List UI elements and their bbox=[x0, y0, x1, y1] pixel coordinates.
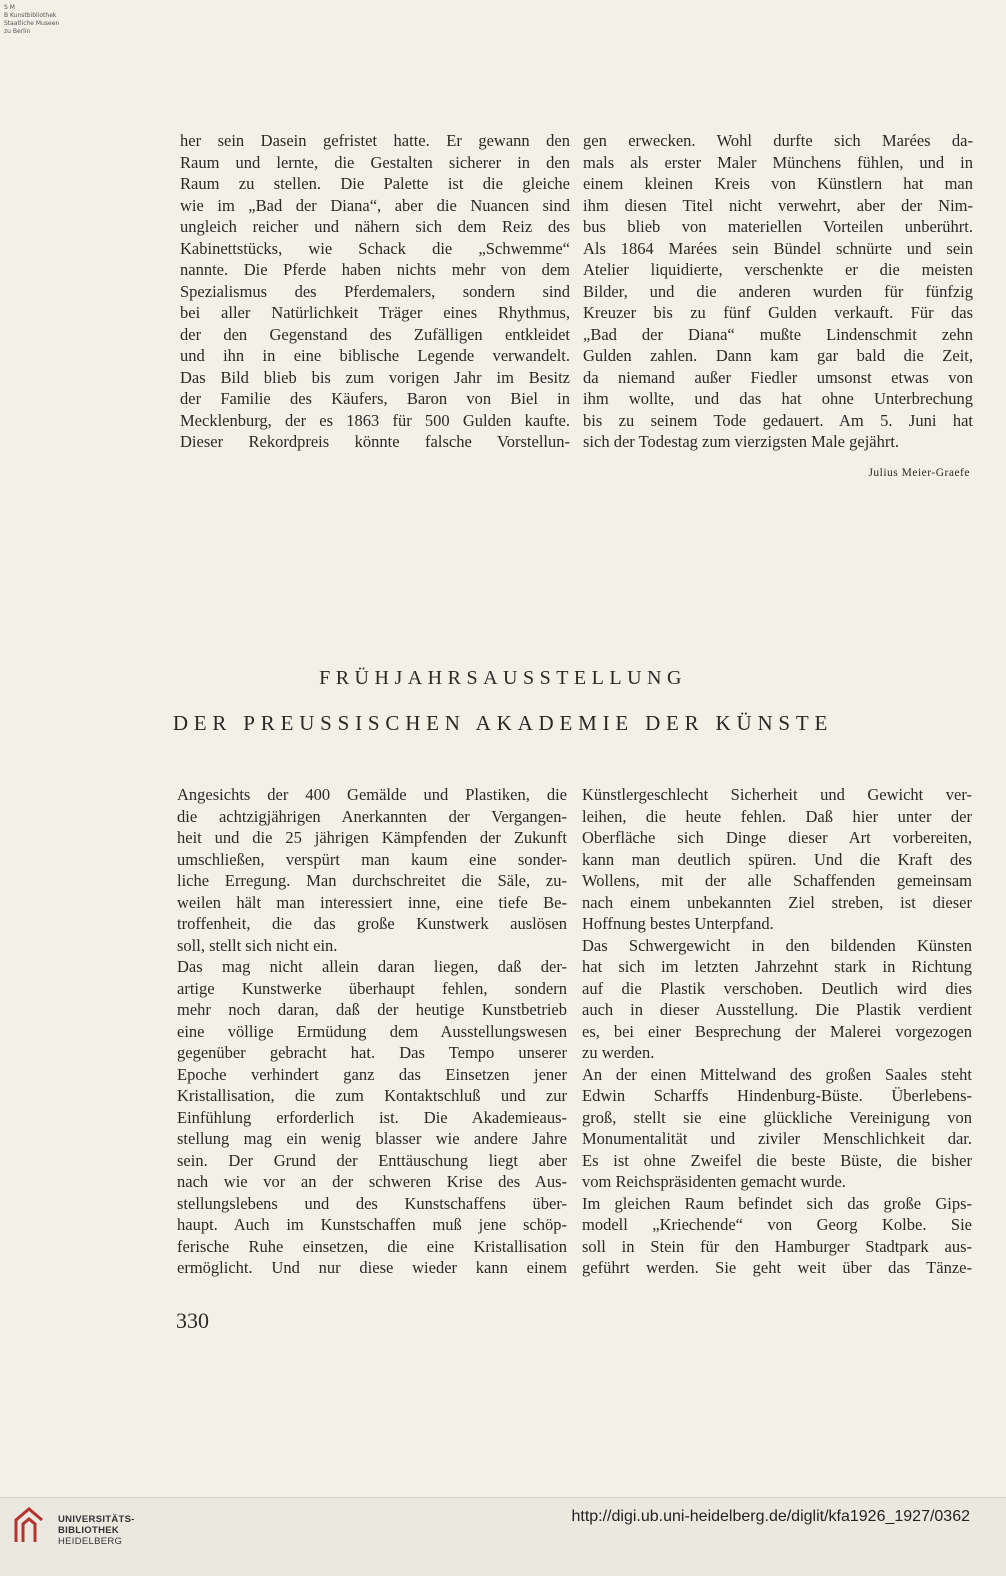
text-line: Angesichts der 400 Gemälde und Plastiken, die bbox=[177, 785, 567, 804]
paragraph bbox=[582, 1064, 972, 1193]
author-signature: Julius Meier-Graefe bbox=[868, 467, 970, 479]
text-line: Es ist ohne Zweifel die beste Büste, die bisher bbox=[582, 1150, 972, 1170]
section-subheading: DER PREUSSISCHEN AKADEMIE DER KÜNSTE bbox=[172, 711, 834, 735]
library-name-line: HEIDELBERG bbox=[58, 1536, 123, 1547]
text-line: her sein Dasein gefristet hatte. Er gewann den bbox=[180, 131, 570, 150]
text-line: soll in Stein für den Hamburger Stadtpark aus- bbox=[582, 1236, 972, 1256]
text-line: Epoche verhindert ganz das Einsetzen jener bbox=[177, 1064, 567, 1084]
paragraph bbox=[177, 956, 567, 1279]
text-line: Wollens, mit der alle Schaffenden gemeinsam bbox=[582, 871, 972, 890]
source-url-link[interactable]: http://digi.ub.uni-heidelberg.de/diglit/kfa1926_1927/0362 bbox=[571, 1508, 970, 1525]
text-line: ungleich reicher und nähern sich dem Reiz des bbox=[180, 217, 570, 236]
text-line: der Familie des Käufers, Baron von Biel in bbox=[180, 389, 570, 408]
text-line: Raum und lernte, die Gestalten sicherer in den bbox=[180, 152, 570, 172]
text-line: geführt werden. Sie geht weit über das Tänze- bbox=[582, 1258, 972, 1277]
text-line: Edwin Scharffs Hindenburg-Büste. Überlebens- bbox=[582, 1086, 972, 1105]
article-column-bottom-right bbox=[582, 784, 972, 1279]
text-line: zu werden. bbox=[582, 1043, 655, 1062]
text-line: Bilder, und die anderen wurden für fünfzig bbox=[583, 281, 973, 301]
stamp-line: S M bbox=[4, 4, 15, 11]
article-column-top-left bbox=[180, 130, 570, 453]
text-line: soll, stellt sich nicht ein. bbox=[177, 935, 338, 955]
text-line: sein. Der Grund der Enttäuschung liegt aber bbox=[177, 1150, 567, 1170]
text-line: mehr noch daran, daß der heutige Kunstbetrieb bbox=[177, 1000, 567, 1019]
article-column-top-right bbox=[583, 130, 973, 453]
text-line: gegenüber gebracht hat. Das Tempo unserer bbox=[177, 1043, 567, 1062]
paragraph bbox=[582, 1193, 972, 1279]
text-line: Spezialismus des Pferdemalers, sondern sind bbox=[180, 281, 570, 301]
text-line: Raum zu stellen. Die Palette ist die gleiche bbox=[180, 174, 570, 193]
text-line: Atelier liquidierte, verschenkte er die meisten bbox=[583, 260, 973, 279]
text-line: liche Erregung. Man durchschreitet die Säle, zu- bbox=[177, 871, 567, 890]
library-name bbox=[58, 1514, 135, 1547]
library-stamp bbox=[4, 4, 59, 36]
text-line: da niemand außer Fiedler umsonst etwas von bbox=[583, 367, 973, 387]
text-line: ferische Ruhe einsetzen, die eine Kristallisation bbox=[177, 1236, 567, 1256]
text-line: weilen hält man interessiert inne, eine tiefe Be- bbox=[177, 892, 567, 912]
text-line: bus blieb von materiellen Vorteilen unberührt. bbox=[583, 217, 973, 236]
page-number: 330 bbox=[176, 1308, 209, 1333]
paragraph bbox=[582, 784, 972, 935]
text-line: nach wie vor an der schweren Krise des Aus- bbox=[177, 1172, 567, 1191]
text-line: troffenheit, die das große Kunstwerk auslösen bbox=[177, 914, 567, 933]
text-line: sich der Todestag zum vierzigsten Male gejährt. bbox=[583, 432, 900, 451]
text-line: nach einem unbekannten Ziel streben, ist dieser bbox=[582, 892, 972, 912]
text-line: und ihn in eine biblische Legende verwandelt. bbox=[180, 346, 570, 365]
text-line: Kristallisation, die zum Kontaktschluß und zur bbox=[177, 1086, 567, 1105]
text-line: leihen, die heute fehlen. Daß hier unter der bbox=[582, 806, 972, 826]
text-line: ihm diesen Titel nicht verwehrt, aber der Nim- bbox=[583, 195, 973, 215]
section-heading: FRÜHJAHRSAUSSTELLUNG bbox=[319, 667, 687, 689]
text-line: groß, stellt sie eine glückliche Vereinigung von bbox=[582, 1107, 972, 1127]
text-line: Gulden zahlen. Dann kam gar bald die Zeit, bbox=[583, 346, 973, 365]
text-line: Dieser Rekordpreis könnte falsche Vorstellun- bbox=[180, 432, 570, 451]
paragraph bbox=[180, 130, 570, 453]
text-line: umschließen, verspürt man kaum eine sonder- bbox=[177, 849, 567, 869]
text-line: Hoffnung bestes Unterpfand. bbox=[582, 914, 774, 933]
text-line: Mecklenburg, der es 1863 für 500 Gulden kaufte. bbox=[180, 410, 570, 430]
stamp-line: B Kunstbibliothek bbox=[4, 12, 57, 19]
text-line: ihm wollte, und das hat ohne Unterbrechung bbox=[583, 389, 973, 408]
text-line: auf die Plastik verschoben. Deutlich wird dies bbox=[582, 978, 972, 998]
text-line: heit und die 25 jährigen Kämpfenden der Zukunft bbox=[177, 828, 567, 847]
text-line: einem kleinen Kreis von Künstlern hat man bbox=[583, 174, 973, 193]
text-line: ermöglicht. Und nur diese wieder kann einem bbox=[177, 1258, 567, 1277]
text-line: Im gleichen Raum befindet sich das große Gips- bbox=[582, 1193, 972, 1213]
text-line: hat sich im letzten Jahrzehnt stark in Richtung bbox=[582, 957, 972, 976]
library-name-line: UNIVERSITÄTS- bbox=[58, 1514, 135, 1525]
stamp-line: Staatliche Museen bbox=[4, 20, 60, 27]
paragraph bbox=[582, 935, 972, 1064]
library-name-line: BIBLIOTHEK bbox=[58, 1525, 120, 1536]
text-line: Das Bild blieb bis zum vorigen Jahr im Besitz bbox=[180, 367, 570, 387]
text-line: eine völlige Ermüdung dem Ausstellungswesen bbox=[177, 1021, 567, 1041]
text-line: kann man deutlich spüren. Und die Kraft des bbox=[582, 849, 972, 869]
text-line: nannte. Die Pferde haben nichts mehr von dem bbox=[180, 260, 570, 279]
text-line: auch in dieser Ausstellung. Die Plastik verdient bbox=[582, 1000, 972, 1019]
text-line: „Bad der Diana“ mußte Lindenschmit zehn bbox=[583, 324, 973, 344]
text-line: vom Reichspräsidenten gemacht wurde. bbox=[582, 1172, 846, 1191]
text-line: Kreuzer bis zu fünf Gulden verkauft. Für das bbox=[583, 303, 973, 322]
article-column-bottom-left bbox=[177, 784, 567, 1279]
paragraph bbox=[583, 130, 973, 453]
text-line: Künstlergeschlecht Sicherheit und Gewicht ver- bbox=[582, 785, 972, 804]
text-line: haupt. Auch im Kunstschaffen muß jene schöp- bbox=[177, 1215, 567, 1234]
stamp-line: zu Berlin bbox=[4, 28, 31, 35]
text-line: bei aller Natürlichkeit Träger eines Rhythmus, bbox=[180, 303, 570, 322]
text-line: Oberfläche sich Dinge dieser Art vorbereiten, bbox=[582, 828, 972, 847]
text-line: es, bei einer Besprechung der Malerei vorgezogen bbox=[582, 1021, 972, 1041]
text-line: Kabinettstücks, wie Schack die „Schwemme“ bbox=[180, 238, 570, 258]
text-line: Monumentalität und ziviler Menschlichkeit dar. bbox=[582, 1129, 972, 1148]
text-line: die achtzigjährigen Anerkannten der Vergangen- bbox=[177, 806, 567, 826]
text-line: stellung mag ein wenig blasser wie andere Jahre bbox=[177, 1129, 567, 1148]
paragraph bbox=[177, 784, 567, 956]
text-line: An der einen Mittelwand des großen Saales steht bbox=[582, 1064, 972, 1084]
text-line: stellungslebens und des Kunstschaffens über- bbox=[177, 1193, 567, 1213]
text-line: Als 1864 Marées sein Bündel schnürte und sein bbox=[583, 238, 973, 258]
footer-bar bbox=[0, 1497, 1006, 1576]
text-line: modell „Kriechende“ von Georg Kolbe. Sie bbox=[582, 1215, 972, 1234]
text-line: der den Gegenstand des Zufälligen entkleidet bbox=[180, 324, 570, 344]
text-line: Das Schwergewicht in den bildenden Künsten bbox=[582, 935, 972, 955]
library-logo-icon bbox=[12, 1506, 46, 1544]
text-line: gen erwecken. Wohl durfte sich Marées da- bbox=[583, 131, 973, 150]
text-line: bis zu seinem Tode gedauert. Am 5. Juni hat bbox=[583, 410, 973, 430]
text-line: wie im „Bad der Diana“, aber die Nuancen sind bbox=[180, 195, 570, 215]
text-line: Einfühlung erforderlich ist. Die Akademieaus- bbox=[177, 1107, 567, 1127]
text-line: artige Kunstwerke überhaupt fehlen, sondern bbox=[177, 978, 567, 998]
text-line: mals als erster Maler Münchens fühlen, und in bbox=[583, 152, 973, 172]
text-line: Das mag nicht allein daran liegen, daß der- bbox=[177, 957, 567, 976]
